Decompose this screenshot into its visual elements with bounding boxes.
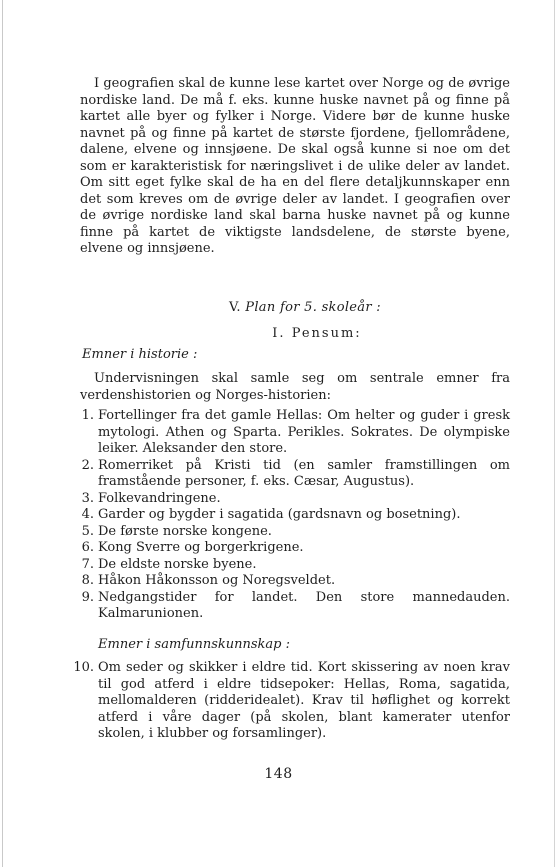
list-item — [80, 458, 510, 491]
page-edge-left — [2, 0, 3, 867]
page-number: 148 — [264, 766, 293, 782]
intro-paragraph: Undervisningen skal samle seg om sentrale emner fra verdenshistorien og Norges-historien: — [80, 371, 510, 403]
item-text: Nedgangstider for landet. Den store mannedauden. Kalmarunionen. — [98, 589, 510, 621]
item-text: Om seder og skikker i eldre tid. Kort skissering av noen krav til god atferd i eldre tidsepoker: Hellas, Roma, sagatida, mellomalderen (ridderidealet). Krav til høflighet og korrekt atferd i våre dager (på skolen, blant kamerater utenfor skolen, i klubber og forsamlinger). — [98, 660, 510, 741]
section-number: V. — [229, 299, 241, 315]
item-number: 4. — [81, 507, 94, 522]
item-text: Folkevandringene. — [98, 490, 221, 506]
item-text: Garder og bygder i sagatida (gardsnavn og bosetning). — [98, 507, 461, 522]
list-item — [80, 524, 510, 541]
item-number: 6. — [81, 540, 94, 555]
item-number: 1. — [81, 408, 94, 423]
item-number: 9. — [81, 589, 94, 605]
item-number: 2. — [81, 457, 94, 473]
history-list — [80, 408, 510, 623]
topic-label-history: Emner i historie : — [82, 346, 198, 362]
list-item — [80, 540, 510, 557]
list-item — [80, 507, 510, 524]
item-text: Romerriket på Kristi tid (en samler framstillingen om framstående personer, f. eks. Cæsar, Augustus). — [98, 457, 510, 489]
item-number: 3. — [81, 490, 94, 506]
list-item — [80, 590, 510, 623]
item-text: Håkon Håkonsson og Noregsveldet. — [98, 573, 336, 588]
page-edge-right — [554, 0, 555, 867]
section-title: Plan for 5. skoleår : — [245, 299, 381, 315]
list-item — [80, 408, 510, 458]
list-item — [80, 491, 510, 508]
item-number: 5. — [81, 523, 94, 539]
item-number: 7. — [81, 556, 94, 572]
list-item — [80, 557, 510, 574]
item-text: Kong Sverre og borgerkrigene. — [98, 540, 304, 555]
society-list — [73, 660, 510, 743]
list-item — [80, 573, 510, 590]
subsection-heading: I. Pensum: — [272, 326, 362, 341]
section-heading — [80, 300, 510, 317]
item-number: 10. — [73, 660, 94, 675]
list-item — [73, 660, 510, 743]
item-text: Fortellinger fra det gamle Hellas: Om helter og guder i gresk mytologi. Athen og Sparta. Perikles. Sokrates. De olympiske leiker. Aleksander den store. — [98, 408, 510, 456]
topic-label-society: Emner i samfunnskunnskap : — [98, 636, 290, 652]
page-content — [73, 76, 510, 743]
item-number: 8. — [81, 573, 94, 588]
geography-paragraph: I geografien skal de kunne lese kartet over Norge og de øvrige nordiske land. De må f. eks. kunne huske navnet på og finne på kartet alle byer og fylker i Norge. Videre bør de kunne huske navnet på og finne på kartet de største fjordene, fjellområdene, dalene, elvene og innsjøene. De skal også kunne si noe om det som er karakteristisk for næringslivet i de ulike deler av landet. Om sitt eget fylke skal de ha en del flere detaljkunnskaper enn det som kreves om de øvrige deler av landet. I geografien over de øvrige nordiske land skal barna huske navnet på og kunne finne på kartet de viktigste landsdelene, de største byene, elvene og innsjøene. — [80, 76, 510, 256]
item-text: De eldste norske byene. — [98, 556, 257, 572]
item-text: De første norske kongene. — [98, 523, 272, 539]
